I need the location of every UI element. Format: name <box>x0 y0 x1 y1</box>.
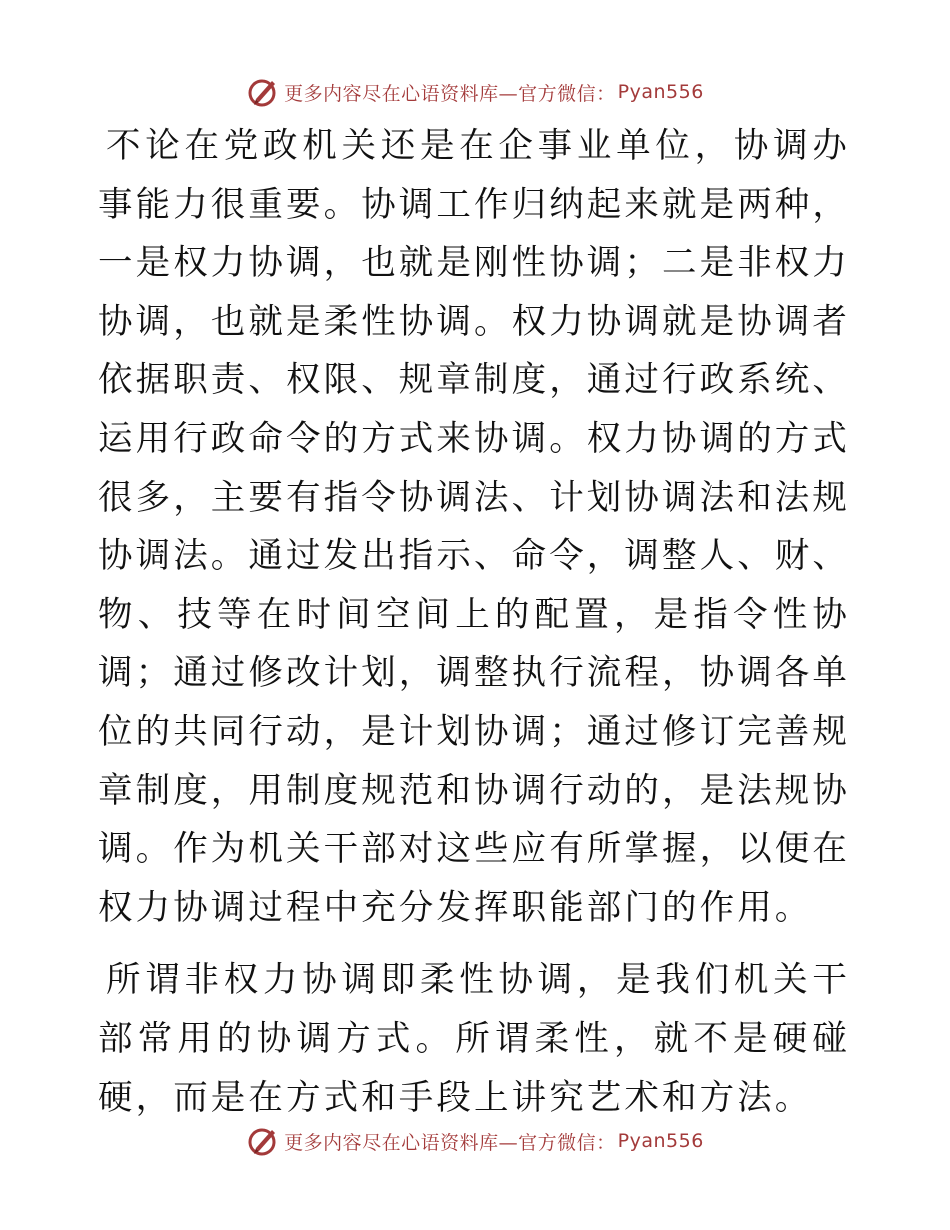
footer-watermark <box>0 1121 950 1161</box>
watermark-text: 更多内容尽在心语资料库—官方微信： <box>284 1131 616 1154</box>
paragraph-non-power-coordination: 所谓非权力协调即柔性协调，是我们机关干部常用的协调方式。所谓柔性，就不是硬碰硬，而是在方式和手段上讲究艺术和方法。 <box>98 960 850 1118</box>
paragraph-power-coordination: 不论在党政机关还是在企事业单位，协调办事能力很重要。协调工作归纳起来就是两种，一是权力协调，也就是刚性协调；二是非权力协调，也就是柔性协调。权力协调就是协调者依据职责、权限、规章制度，通过行政系统、运用行政命令的方式来协调。权力协调的方式很多，主要有指令协调法、计划协调法和法规协调法。通过发出指示、命令，调整人、财、物、技等在时间空间上的配置，是指令性协调；通过修改计划，调整执行流程，协调各单位的共同行动，是计划协调；通过修订完善规章制度，用制度规范和协调行动的，是法规协调。作为机关干部对这些应有所掌握，以便在权力协调过程中充分发挥职能部门的作用。 <box>98 126 850 928</box>
header-watermark <box>0 72 950 112</box>
watermark-wechat-id: Pyan556 <box>617 81 704 103</box>
quill-pen-logo-icon <box>246 1124 280 1158</box>
watermark-wechat-id: Pyan556 <box>617 1130 704 1152</box>
document-body <box>98 117 850 1127</box>
quill-pen-logo-icon <box>246 75 280 109</box>
watermark-text: 更多内容尽在心语资料库—官方微信： <box>284 82 616 105</box>
